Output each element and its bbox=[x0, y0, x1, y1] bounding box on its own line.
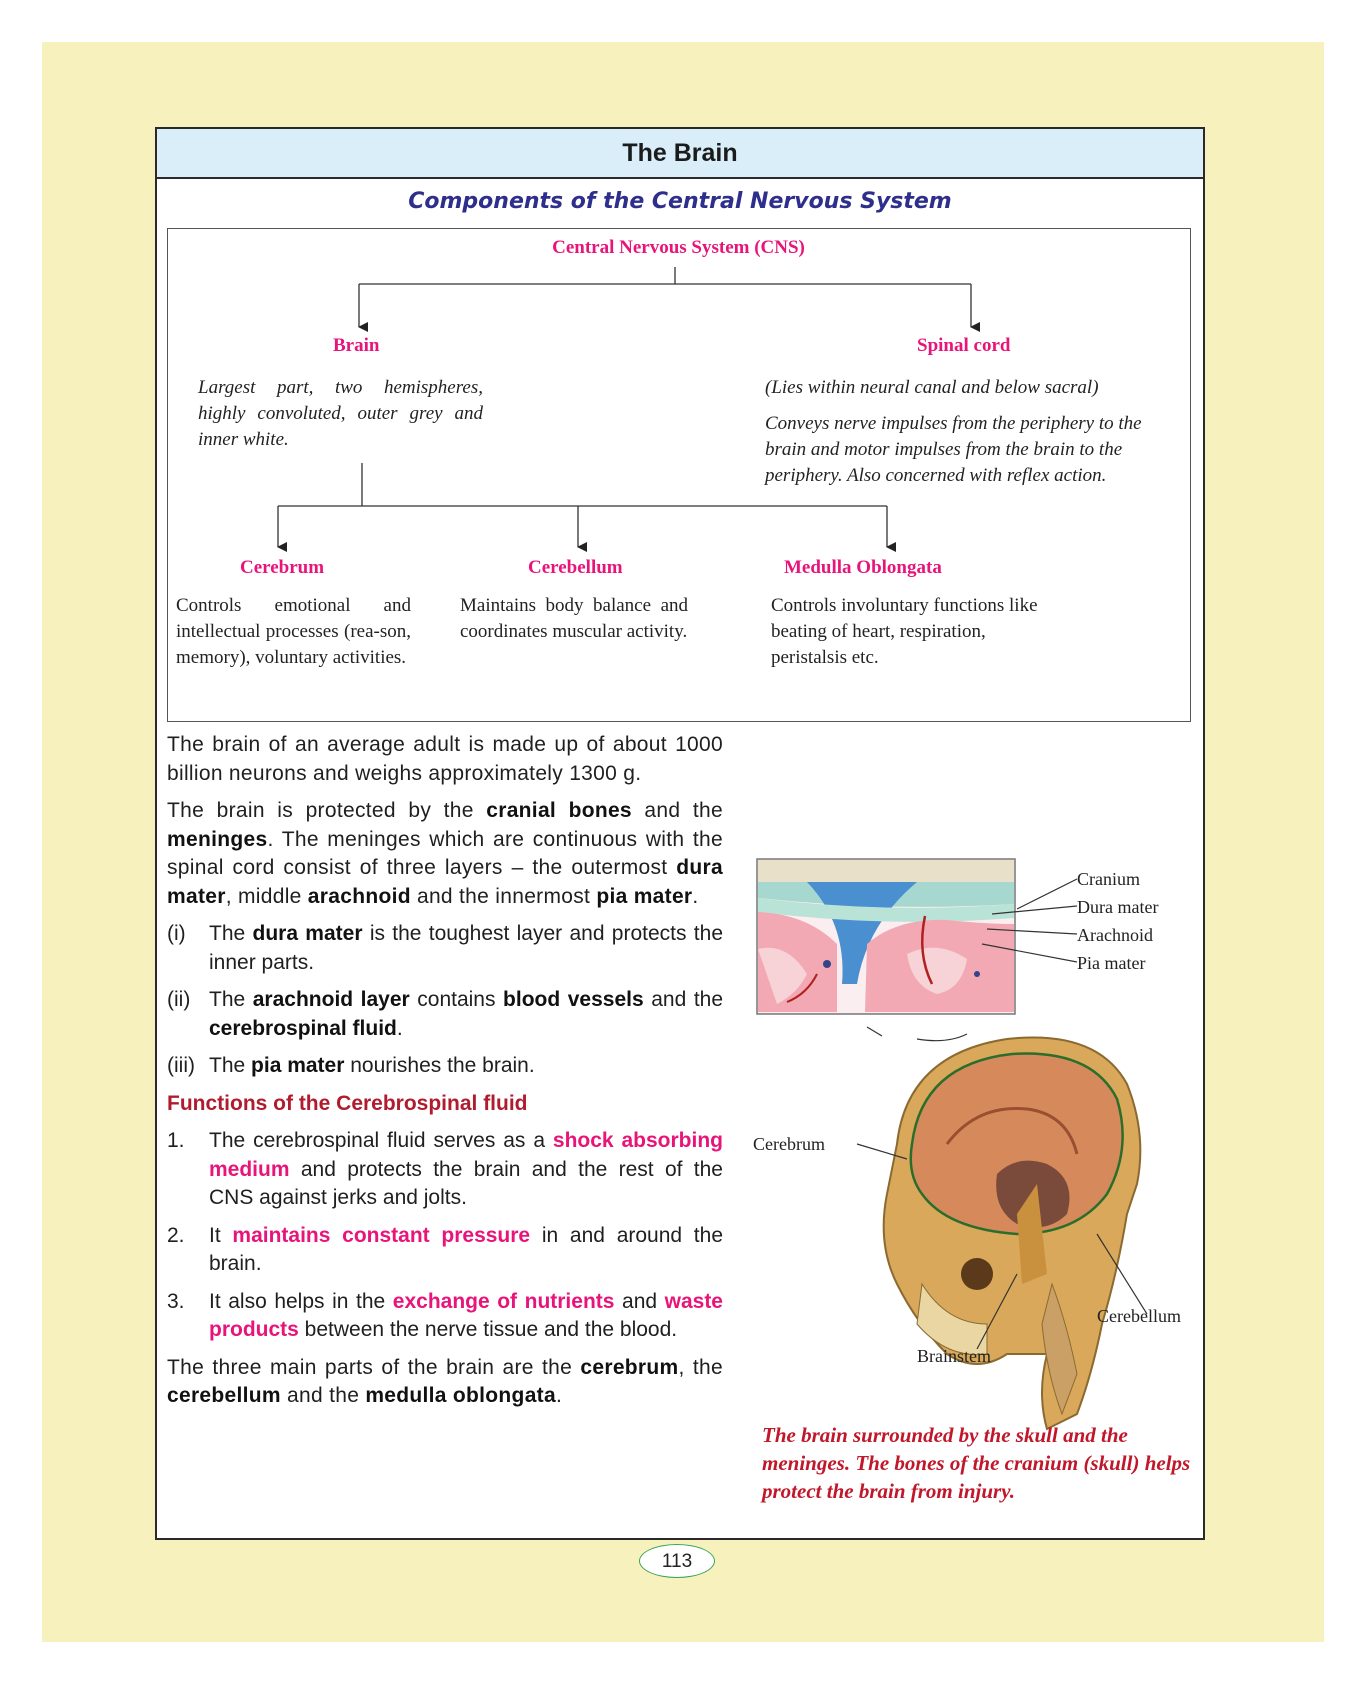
cns-flowchart bbox=[167, 228, 1191, 722]
body-text-column bbox=[167, 731, 723, 1411]
label-dura-mater: Dura mater bbox=[1077, 897, 1159, 917]
cerebellum-label: Cerebellum bbox=[528, 557, 623, 578]
cns-root-label: Central Nervous System (CNS) bbox=[552, 237, 805, 258]
function-item-3: 3. It also helps in the exchange of nutrients and waste products between the nerve tissue and the blood. bbox=[167, 1289, 723, 1341]
spinal-cord-location: (Lies within neural canal and below sacral) bbox=[765, 377, 1099, 398]
label-cerebellum: Cerebellum bbox=[1097, 1306, 1181, 1326]
medulla-description: Controls involuntary functions like beating of heart, respiration, peristalsis etc. bbox=[771, 595, 1038, 668]
label-cerebrum: Cerebrum bbox=[753, 1134, 825, 1154]
brain-skull-figure bbox=[747, 854, 1202, 1479]
function-item-2: 2. It maintains constant pressure in and around the brain. bbox=[167, 1223, 723, 1275]
label-arachnoid: Arachnoid bbox=[1077, 925, 1153, 945]
cerebellum-description: Maintains body balance and coordinates muscular activity. bbox=[460, 595, 688, 642]
brain-illustration bbox=[747, 854, 1202, 1479]
section-subtitle: Components of the Central Nervous System bbox=[408, 189, 952, 214]
label-cranium: Cranium bbox=[1077, 869, 1140, 889]
cerebrum-description: Controls emotional and intellectual processes (rea-son, memory), voluntary activities. bbox=[176, 595, 411, 668]
functions-heading: Functions of the Cerebrospinal fluid bbox=[167, 1091, 528, 1115]
paragraph-meninges: The brain is protected by the cranial bones and the meninges. The meninges which are continuous with the spinal cord consist of three layers – the outermost dura mater, middle arachnoid and the innermost pia mater. bbox=[167, 799, 723, 908]
label-pia-mater: Pia mater bbox=[1077, 953, 1146, 973]
spinal-cord-label: Spinal cord bbox=[917, 335, 1011, 356]
figure-caption: The brain surrounded by the skull and the meninges. The bones of the cranium (skull) helps protect the brain from injury. bbox=[762, 1423, 1191, 1503]
list-item-arachnoid: (ii) The arachnoid layer contains blood vessels and the cerebrospinal fluid. bbox=[167, 988, 724, 1040]
cerebrum-label: Cerebrum bbox=[240, 557, 325, 578]
list-item-dura: (i) The dura mater is the toughest layer and protects the inner parts. bbox=[167, 922, 723, 974]
paragraph-neurons: The brain of an average adult is made up of about 1000 billion neurons and weighs approximately 1300 g. bbox=[167, 733, 723, 785]
brain-label: Brain bbox=[333, 335, 380, 356]
medulla-label: Medulla Oblongata bbox=[784, 557, 942, 578]
skull-drawing bbox=[884, 1037, 1141, 1429]
paragraph-main-parts: The three main parts of the brain are the cerebrum, the cerebellum and the medulla oblongata. bbox=[167, 1355, 723, 1407]
function-item-1: 1. The cerebrospinal fluid serves as a shock absorbing medium and protects the brain and the rest of the CNS against jerks and jolts. bbox=[167, 1129, 724, 1209]
list-item-pia: (iii) The pia mater nourishes the brain. bbox=[167, 1054, 535, 1077]
content-frame bbox=[155, 127, 1205, 1540]
meninges-inset bbox=[757, 859, 1015, 1014]
label-brainstem: Brainstem bbox=[917, 1346, 991, 1366]
spinal-cord-description: Conveys nerve impulses from the periphery to the brain and motor impulses from the brain to the periphery. Also concerned with reflex action. bbox=[765, 413, 1142, 486]
brain-description: Largest part, two hemispheres, highly convoluted, outer grey and inner white. bbox=[198, 377, 483, 450]
page-number: 113 bbox=[639, 1544, 715, 1578]
page-title: The Brain bbox=[157, 129, 1203, 179]
